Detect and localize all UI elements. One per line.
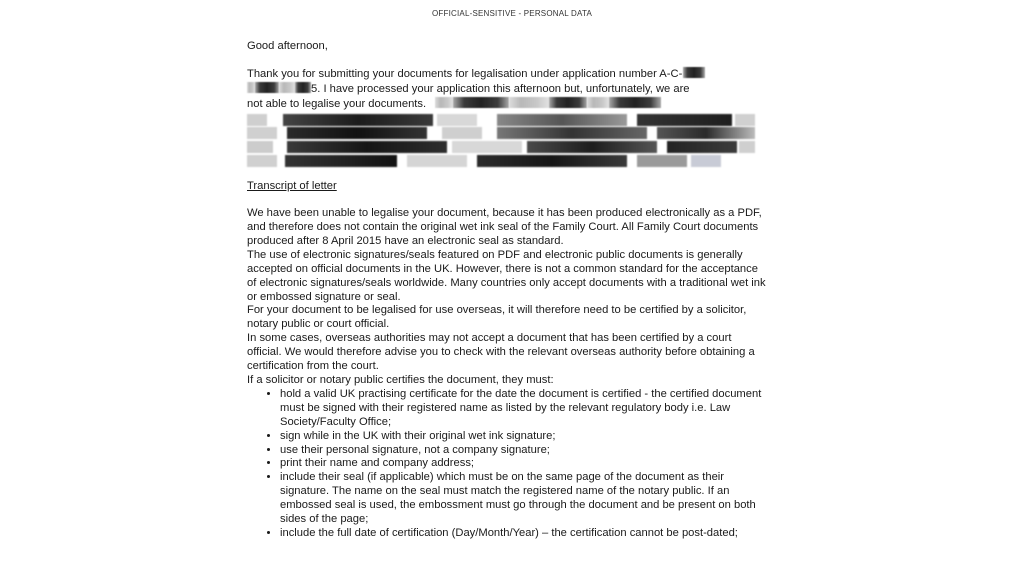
intro-paragraph	[247, 67, 767, 167]
redaction-block	[509, 97, 549, 108]
paragraph: The use of electronic signatures/seals featured on PDF and electronic public documents is generally accepted on official documents in the UK. However, there is not a common standard for the acceptance of electronic signatures/seals worldwide. Many countries only accept documents with a traditional wet ink or embossed signature or seal.	[247, 248, 766, 303]
list-item: • include the full date of certification (Day/Month/Year) – the certification cannot be post-dated;	[280, 527, 767, 541]
redacted-line	[247, 141, 767, 153]
redaction-block	[255, 82, 279, 93]
requirements-list	[247, 388, 767, 541]
redaction-block	[609, 97, 661, 108]
list-item: • include their seal (if applicable) which must be on the same page of the document as their signature. The name on the seal must match the registered name of the notary public. If an embossed seal is used, the embossment must go through the document and be present on both sides of the page;	[280, 471, 767, 527]
list-item: • use their personal signature, not a company signature;	[280, 444, 767, 458]
transcript-body	[247, 207, 767, 541]
redaction-block	[279, 82, 295, 93]
redacted-line	[247, 155, 767, 167]
paragraph: We have been unable to legalise your document, because it has been produced electronically as a PDF, and therefore does not contain the original wet ink seal of the Family Court. All Family Court documents produced after 8 April 2015 have an electronic seal as standard.	[247, 207, 762, 247]
paragraph: In some cases, overseas authorities may not accept a document that has been certified by a court official. We would therefore advise you to check with the relevant overseas authority before obtaining a certification from the court.	[247, 332, 755, 373]
redacted-line	[247, 127, 767, 139]
intro-line-3: not able to legalise your documents.	[247, 97, 767, 112]
redaction-block	[549, 97, 587, 108]
list-item: • print their name and company address;	[280, 457, 767, 471]
list-item: • hold a valid UK practising certificate for the date the document is certified - the certified document must be signed with their registered name as listed by the relevant regulatory body i.e. Law Society/Faculty Office;	[280, 388, 767, 430]
redacted-line	[247, 114, 767, 126]
list-item: • sign while in the UK with their original wet ink signature;	[280, 430, 767, 444]
intro-line-2: 5. I have processed your application this afternoon but, unfortunately, we are	[247, 82, 767, 97]
redaction-block	[247, 82, 255, 93]
redaction-block	[295, 82, 311, 93]
classification-header: OFFICIAL-SENSITIVE - PERSONAL DATA	[431, 9, 592, 18]
paragraph: For your document to be legalised for use overseas, it will therefore need to be certified by a solicitor, notary public or court official.	[247, 304, 747, 331]
letter-body	[247, 40, 767, 541]
redaction-block	[587, 97, 609, 108]
redaction-block	[453, 97, 509, 108]
redaction-block	[435, 97, 453, 108]
transcript-heading: Transcript of letter	[247, 180, 337, 193]
paragraph: If a solicitor or notary public certifies the document, they must:	[247, 373, 554, 386]
redaction-block	[683, 67, 705, 78]
intro-line-1: Thank you for submitting your documents for legalisation under application number A-C-	[247, 67, 767, 82]
greeting: Good afternoon,	[247, 40, 328, 52]
